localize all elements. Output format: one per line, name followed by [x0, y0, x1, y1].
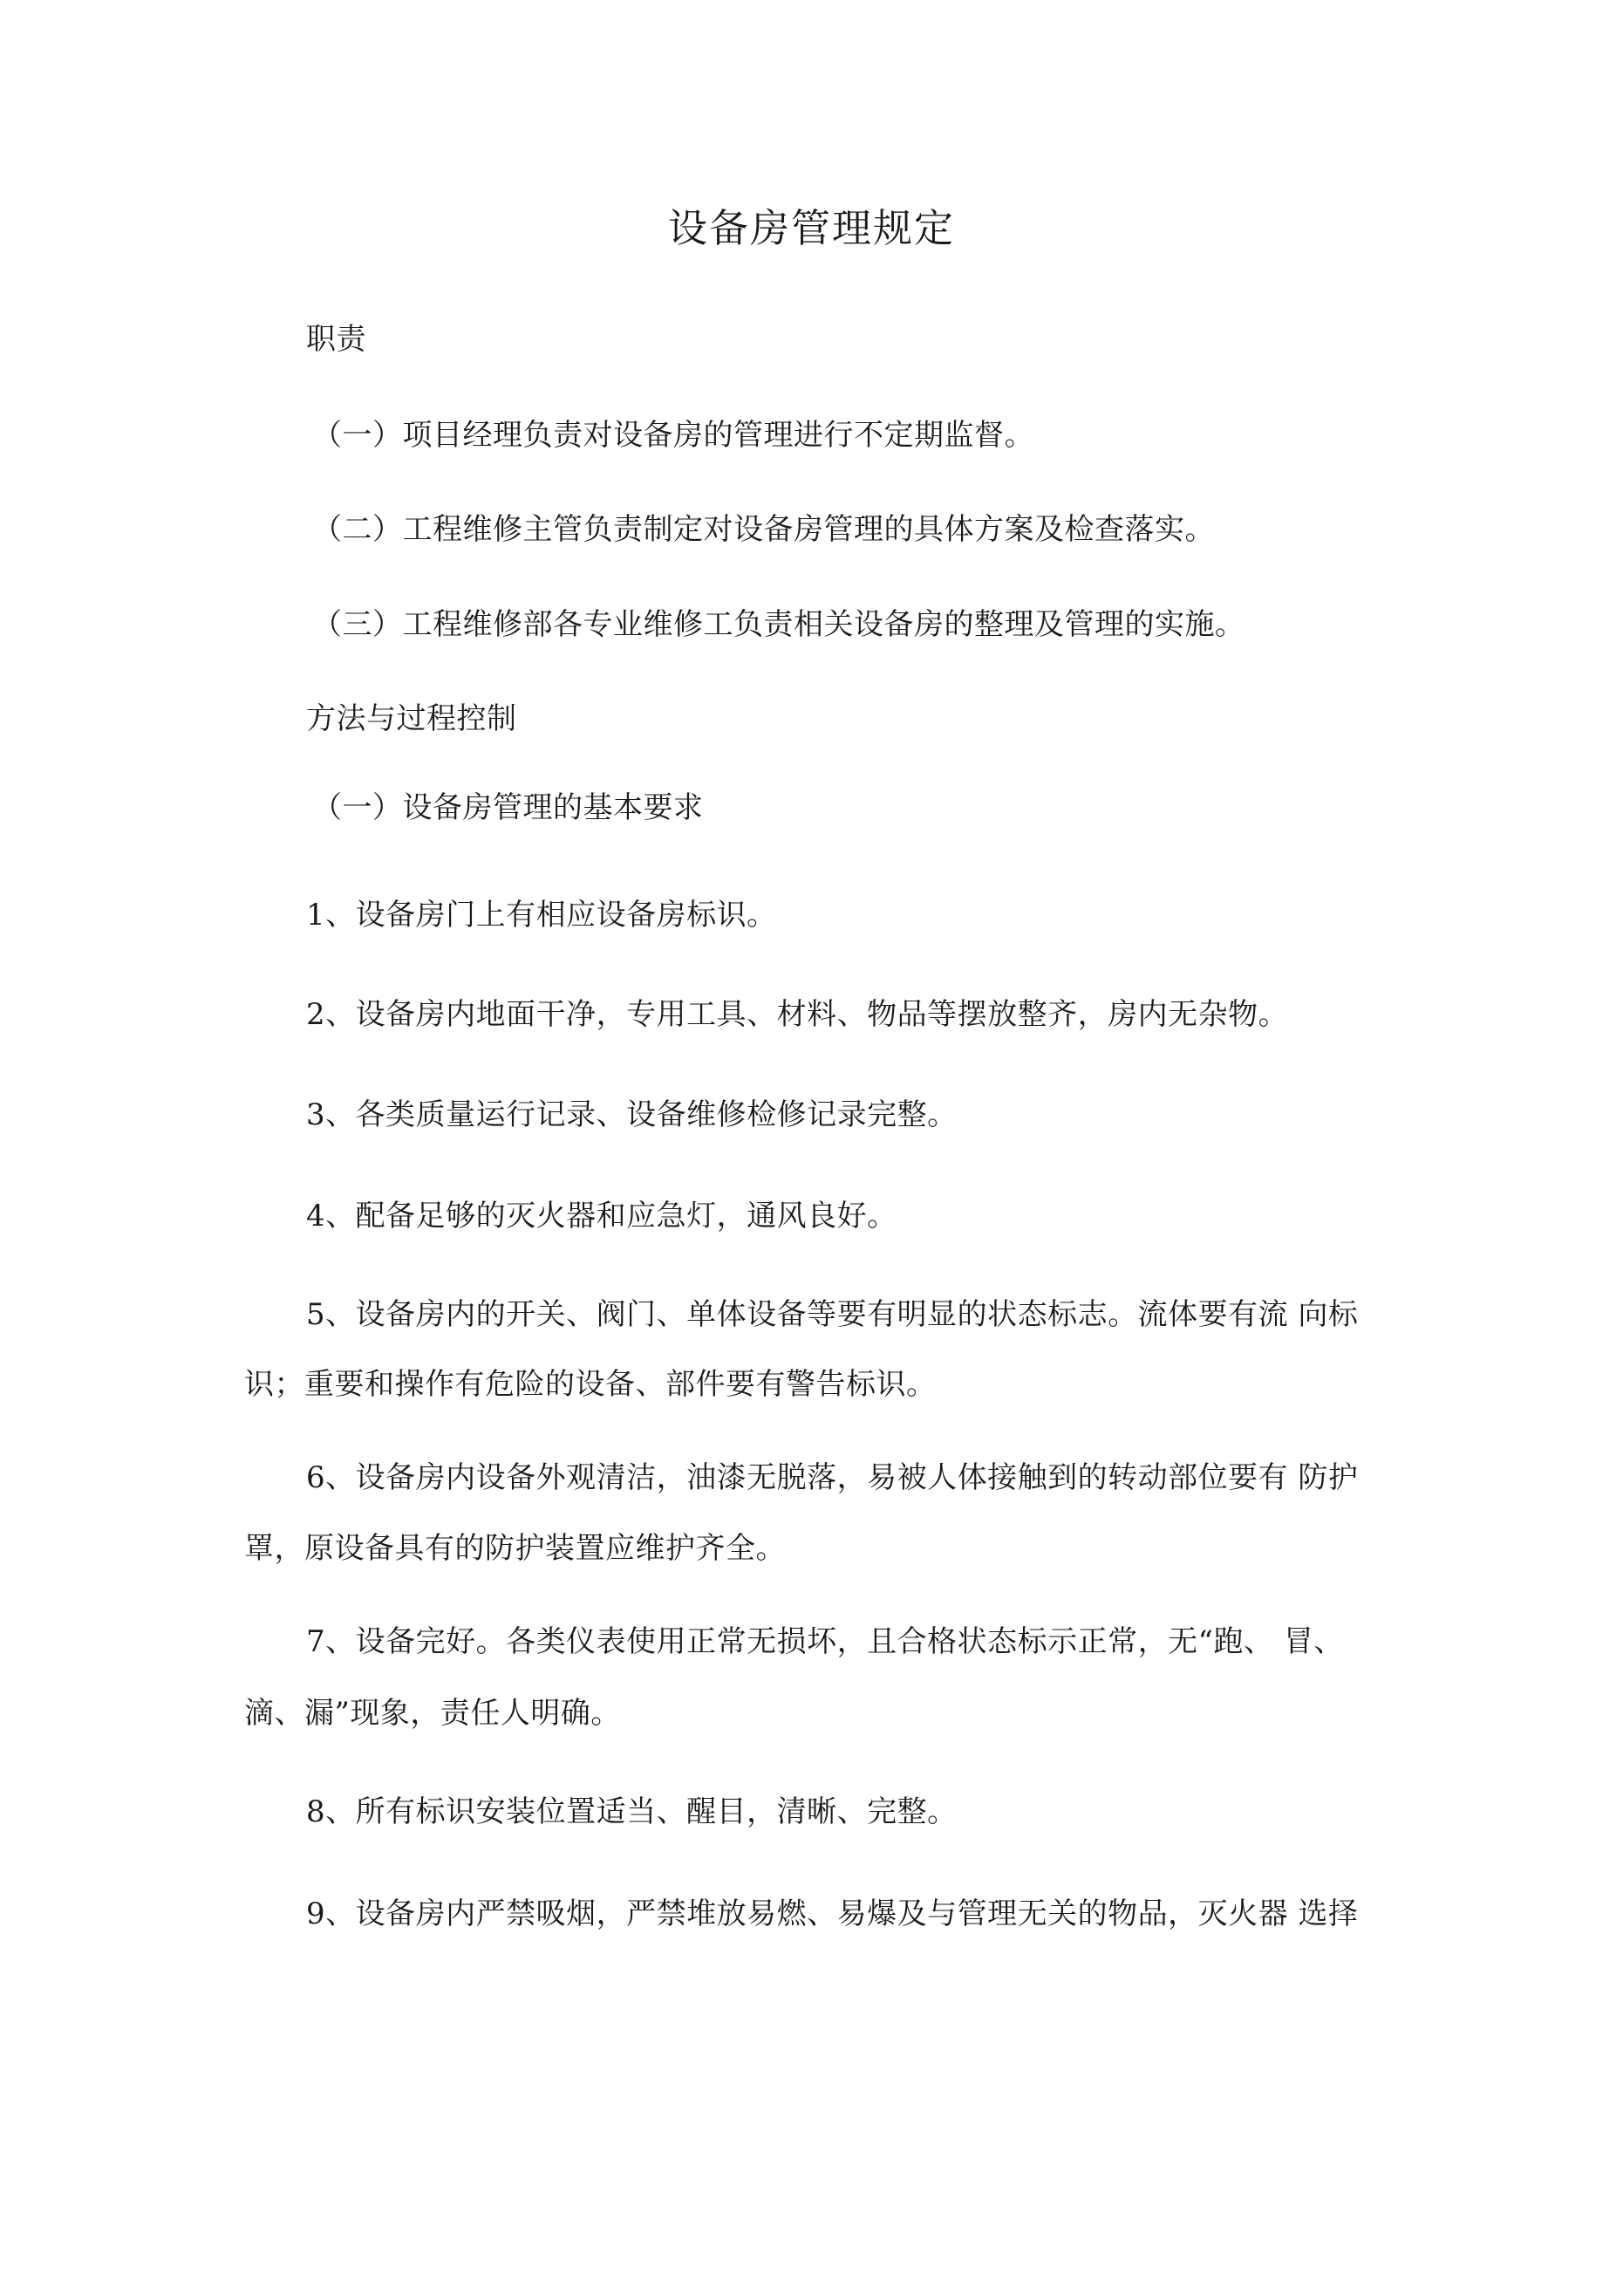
- responsibility-item-1: （一）项目经理负责对设备房的管理进行不定期监督。: [312, 418, 1034, 453]
- requirement-item-7-line-1: 7、设备完好。各类仪表使用正常无损坏，且合格状态标示正常，无“跑、 冒、: [306, 1624, 1344, 1659]
- section-heading-methods: 方法与过程控制: [306, 701, 517, 736]
- requirement-item-3: 3、各类质量运行记录、设备维修检修记录完整。: [306, 1097, 958, 1132]
- requirement-item-2: 2、设备房内地面干净，专用工具、材料、物品等摆放整齐，房内无杂物。: [306, 997, 1289, 1032]
- requirement-item-7-line-2: 滴、漏”现象，责任人明确。: [244, 1696, 621, 1731]
- requirement-item-5-line-2: 识；重要和操作有危险的设备、部件要有警告标识。: [244, 1367, 937, 1402]
- section-heading-responsibilities: 职责: [306, 322, 366, 357]
- responsibility-item-3: （三）工程维修部各专业维修工负责相关设备房的整理及管理的实施。: [312, 607, 1245, 642]
- requirement-item-8: 8、所有标识安装位置适当、醒目，清晰、完整。: [306, 1794, 958, 1829]
- document-title: 设备房管理规定: [667, 205, 955, 251]
- requirement-item-1: 1、设备房门上有相应设备房标识。: [306, 898, 777, 933]
- requirement-item-6-line-2: 罩，原设备具有的防护装置应维护齐全。: [244, 1531, 786, 1566]
- requirement-item-6-line-1: 6、设备房内设备外观清洁，油漆无脱落，易被人体接触到的转动部位要有 防护: [306, 1460, 1359, 1495]
- responsibility-item-2: （二）工程维修主管负责制定对设备房管理的具体方案及检查落实。: [312, 512, 1215, 547]
- requirement-item-5-line-1: 5、设备房内的开关、阀门、单体设备等要有明显的状态标志。流体要有流 向标: [306, 1297, 1359, 1332]
- requirement-item-9-line-1: 9、设备房内严禁吸烟，严禁堆放易燃、易爆及与管理无关的物品，灭火器 选择: [306, 1896, 1359, 1931]
- subsection-heading-basic-requirements: （一）设备房管理的基本要求: [312, 790, 704, 825]
- requirement-item-4: 4、配备足够的灭火器和应急灯，通风良好。: [306, 1199, 897, 1233]
